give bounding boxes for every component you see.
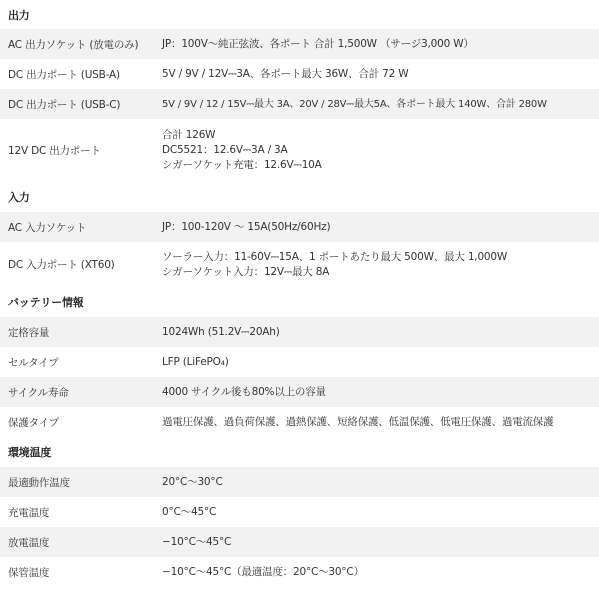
section-title: 出力: [8, 8, 30, 22]
spec-row: [0, 242, 599, 287]
spec-row: [0, 527, 599, 557]
spec-label: サイクル寿命: [8, 386, 69, 399]
spec-row: [0, 467, 599, 497]
spec-label: DC 出力ポート (USB-A): [8, 68, 120, 81]
spec-label: DC 出力ポート (USB-C): [8, 98, 121, 111]
spec-value: 1024Wh (51.2V⎓20Ah): [162, 325, 280, 338]
spec-value: LFP (LiFePO₄): [162, 355, 229, 368]
spec-value: −10°C〜45°C（最適温度：20°C〜30°C）: [162, 565, 364, 578]
spec-label: 保管温度: [8, 566, 50, 579]
spec-value: 過電圧保護、過負荷保護、過熱保護、短絡保護、低温保護、低電圧保護、過電流保護: [162, 415, 554, 428]
spec-label: 保護タイプ: [8, 416, 59, 429]
spec-row: [0, 497, 599, 527]
spec-value: 20°C〜30°C: [162, 475, 223, 488]
spec-row: [0, 557, 599, 587]
spec-value: −10°C〜45°C: [162, 535, 232, 548]
spec-label: 定格容量: [8, 326, 50, 339]
spec-label: 充電温度: [8, 506, 50, 519]
spec-row: [0, 89, 599, 119]
spec-value: 4000 サイクル後も80%以上の容量: [162, 385, 326, 398]
section-title: 環境温度: [8, 446, 52, 459]
section-header-temperature: [0, 437, 599, 467]
spec-value: 0°C〜45°C: [162, 505, 217, 518]
section-title: バッテリー情報: [8, 296, 84, 309]
spec-row: [0, 29, 599, 59]
spec-row: [0, 347, 599, 377]
spec-label: DC 入力ポート (XT60): [8, 259, 115, 271]
section-title: 入力: [8, 191, 30, 204]
spec-value: ソーラー入力：11-60V⎓15A、1 ポートあたり最大 500W、最大 1,000W シガーソケット入力：12V⎓最大 8A: [162, 250, 508, 278]
spec-value: JP：100-120V 〜 15A(50Hz/60Hz): [162, 220, 331, 233]
spec-row: [0, 59, 599, 89]
section-header-output: [0, 0, 599, 29]
spec-row: [0, 119, 599, 182]
spec-label: セルタイプ: [8, 356, 59, 369]
spec-label: 12V DC 出力ポート: [8, 145, 101, 157]
spec-value: 5V / 9V / 12 / 15V⎓最大 3A、20V / 28V⎓最大5A、各ポート最大 140W、合計 280W: [162, 98, 547, 110]
section-header-battery: [0, 287, 599, 317]
spec-value: 合計 126W DC5521：12.6V⎓3A / 3A シガーソケット充電：12.6V⎓10A: [162, 129, 322, 171]
spec-value: JP：100V〜純正弦波、各ポート 合計 1,500W （サージ3,000 W）: [162, 37, 474, 50]
spec-row: [0, 377, 599, 407]
spec-label: 最適動作温度: [8, 476, 70, 489]
spec-label: AC 出力ソケット (放電のみ): [8, 38, 139, 51]
spec-row: [0, 212, 599, 242]
spec-row: [0, 407, 599, 437]
spec-label: 放電温度: [8, 536, 50, 549]
spec-label: AC 入力ソケット: [8, 221, 87, 234]
spec-row: [0, 317, 599, 347]
section-header-input: [0, 182, 599, 212]
spec-value: 5V / 9V / 12V⎓3A、各ポート最大 36W、合計 72 W: [162, 67, 409, 80]
